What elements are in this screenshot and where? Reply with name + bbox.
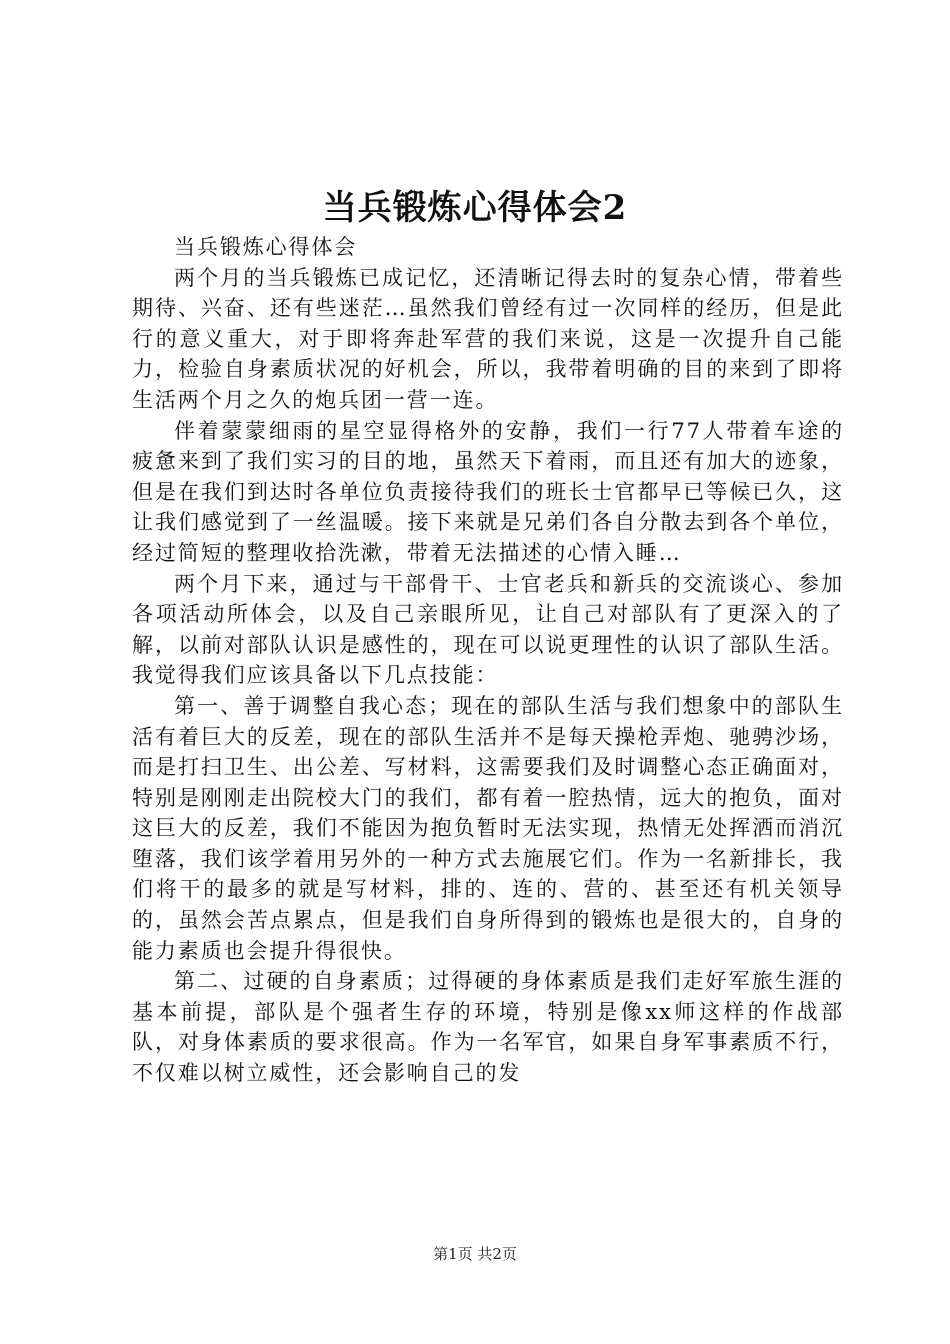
body-paragraph: 第二、过硬的自身素质；过得硬的身体素质是我们走好军旅生涯的基本前提，部队是个强者生存的环境，特别是像xx师这样的作战部队，对身体素质的要求很高。作为一名军官，如果自身军事素质不行，不仅难以树立威性，还会影响自己的发 bbox=[132, 969, 844, 1086]
body-paragraph: 两个月下来，通过与干部骨干、士官老兵和新兵的交流谈心、参加各项活动所体会，以及自己亲眼所见，让自己对部队有了更深入的了解，以前对部队认识是感性的，现在可以说更理性的认识了部队生活。我觉得我们应该具备以下几点技能： bbox=[132, 571, 844, 688]
body-paragraph: 伴着蒙蒙细雨的星空显得格外的安静，我们一行77人带着车途的疲惫来到了我们实习的目的地，虽然天下着雨，而且还有加大的迹象，但是在我们到达时各单位负责接待我们的班长士官都早已等候已久，这让我们感觉到了一丝温暖。接下来就是兄弟们各自分散去到各个单位，经过简短的整理收拾洗漱，带着无法描述的心情入睡… bbox=[132, 418, 844, 565]
body-paragraph: 第一、善于调整自我心态；现在的部队生活与我们想象中的部队生活有着巨大的反差，现在的部队生活并不是每天操枪弄炮、驰骋沙场，而是打扫卫生、出公差、写材料，这需要我们及时调整心态正确面对，特别是刚刚走出院校大门的我们，都有着一腔热情，远大的抱负，面对这巨大的反差，我们不能因为抱负暂时无法实现，热情无处挥洒而消沉堕落，我们该学着用另外的一种方式去施展它们。作为一名新排长，我们将干的最多的就是写材料，排的、连的、营的、甚至还有机关领导的，虽然会苦点累点，但是我们自身所得到的锻炼也是很大的，自身的能力素质也会提升得很快。 bbox=[132, 693, 844, 963]
subtitle-paragraph: 当兵锻炼心得体会 bbox=[174, 235, 358, 259]
document-body bbox=[132, 232, 844, 1089]
document-title: 当兵锻炼心得体会2 bbox=[322, 188, 628, 228]
body-paragraph: 两个月的当兵锻炼已成记忆，还清晰记得去时的复杂心情，带着些期待、兴奋、还有些迷茫…虽然我们曾经有过一次同样的经历，但是此行的意义重大，对于即将奔赴军营的我们来说，这是一次提升自己能力，检验自身素质状况的好机会，所以，我带着明确的目的来到了即将生活两个月之久的炮兵团一营一连。 bbox=[132, 265, 844, 412]
page-number-footer: 第1页 共2页 bbox=[433, 1245, 517, 1263]
